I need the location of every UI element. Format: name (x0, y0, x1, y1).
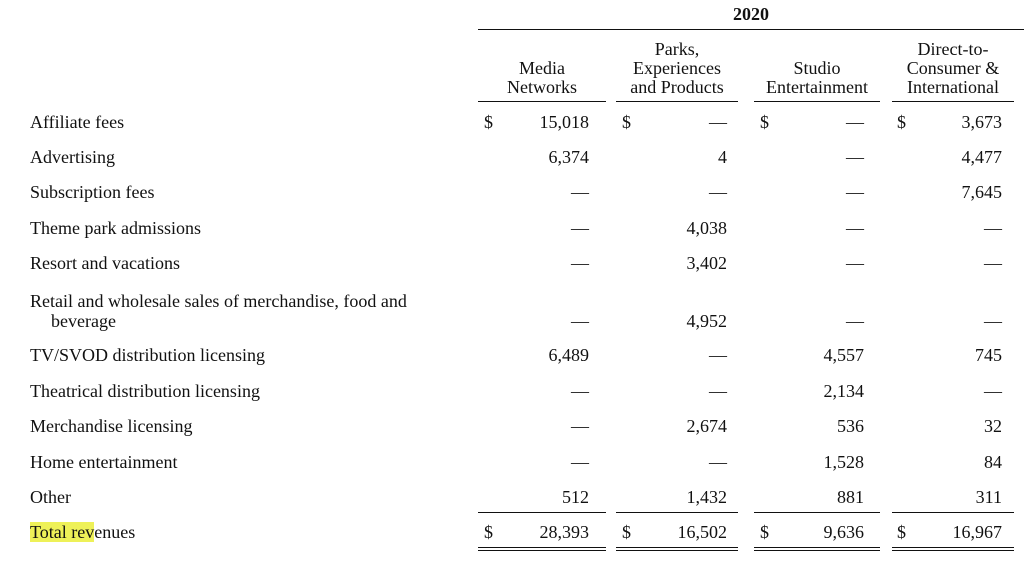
row-label-advertising: Advertising (30, 147, 115, 167)
highlighted-text: Total rev (30, 522, 95, 542)
cell-value: — (846, 311, 864, 331)
subtotal-rule (616, 512, 738, 513)
total-double-rule (478, 547, 606, 551)
cell-value: 4,038 (686, 218, 727, 238)
year-header: 2020 (733, 4, 769, 24)
header-rule-dtci (892, 101, 1014, 102)
cell-value: 2,674 (686, 416, 727, 436)
cell-value: 4,477 (961, 147, 1002, 167)
column-header-dtci: Direct-to- Consumer & International (906, 39, 1000, 97)
row-label-total-revenues: Total revenues (30, 522, 136, 542)
subtotal-rule (478, 512, 606, 513)
cell-value: 84 (984, 452, 1002, 472)
cell-value: 4,952 (686, 311, 727, 331)
cell-value: 15,018 (539, 112, 589, 132)
cell-value: 6,489 (548, 345, 589, 365)
cell-value: 881 (837, 487, 864, 507)
cell-value: — (846, 112, 864, 132)
total-double-rule (754, 547, 880, 551)
currency-symbol: $ (622, 112, 631, 132)
total-double-rule (616, 547, 738, 551)
column-header-studio: Studio Entertainment (766, 58, 868, 97)
cell-value: — (846, 147, 864, 167)
cell-value: 1,432 (686, 487, 727, 507)
header-rule-media (478, 101, 606, 102)
currency-symbol: $ (484, 112, 493, 132)
cell-value: — (571, 311, 589, 331)
column-header-parks: Parks, Experiences and Products (630, 39, 724, 97)
cell-value: — (984, 218, 1002, 238)
cell-value: 311 (975, 487, 1002, 507)
cell-value: — (709, 112, 727, 132)
subtotal-rule (892, 512, 1014, 513)
currency-symbol: $ (897, 522, 906, 542)
total-double-rule (892, 547, 1014, 551)
cell-value: 4 (718, 147, 727, 167)
currency-symbol: $ (760, 112, 769, 132)
year-rule (478, 29, 1024, 30)
cell-value: — (709, 452, 727, 472)
cell-value: — (571, 253, 589, 273)
subtotal-rule (754, 512, 880, 513)
cell-value: — (984, 253, 1002, 273)
currency-symbol: $ (622, 522, 631, 542)
cell-value: — (984, 311, 1002, 331)
header-rule-studio (754, 101, 880, 102)
total-value: 28,393 (539, 522, 589, 542)
cell-value: — (846, 253, 864, 273)
currency-symbol: $ (760, 522, 769, 542)
total-value: 16,502 (677, 522, 727, 542)
cell-value: 7,645 (961, 182, 1002, 202)
cell-value: 536 (837, 416, 864, 436)
currency-symbol: $ (484, 522, 493, 542)
cell-value: — (571, 416, 589, 436)
row-label-tv-svod: TV/SVOD distribution licensing (30, 345, 265, 365)
cell-value: 32 (984, 416, 1002, 436)
row-label-resort-vacations: Resort and vacations (30, 253, 180, 273)
cell-value: 2,134 (823, 381, 864, 401)
currency-symbol: $ (897, 112, 906, 132)
cell-value: 3,673 (961, 112, 1002, 132)
cell-value: — (709, 381, 727, 401)
row-label-retail-wholesale: Retail and wholesale sales of merchandise, food and beverage (30, 291, 407, 331)
row-label-home-entertainment: Home entertainment (30, 452, 178, 472)
column-header-media-networks: Media Networks (507, 58, 577, 97)
cell-value: — (709, 345, 727, 365)
cell-value: — (571, 381, 589, 401)
total-value: 9,636 (823, 522, 864, 542)
cell-value: — (984, 381, 1002, 401)
cell-value: — (571, 182, 589, 202)
cell-value: 1,528 (823, 452, 864, 472)
row-label-affiliate-fees: Affiliate fees (30, 112, 125, 132)
row-label-theme-park-admissions: Theme park admissions (30, 218, 201, 238)
cell-value: 745 (975, 345, 1002, 365)
cell-value: — (571, 452, 589, 472)
cell-value: 512 (562, 487, 589, 507)
cell-value: — (846, 182, 864, 202)
cell-value: — (571, 218, 589, 238)
cell-value: 6,374 (548, 147, 589, 167)
row-label-subscription-fees: Subscription fees (30, 182, 155, 202)
row-label-other: Other (30, 487, 71, 507)
cell-value: — (846, 218, 864, 238)
row-label-merchandise-licensing: Merchandise licensing (30, 416, 193, 436)
cell-value: — (709, 182, 727, 202)
cell-value: 4,557 (823, 345, 864, 365)
cell-value: 3,402 (686, 253, 727, 273)
total-value: 16,967 (952, 522, 1002, 542)
row-label-theatrical: Theatrical distribution licensing (30, 381, 260, 401)
header-rule-parks (616, 101, 738, 102)
